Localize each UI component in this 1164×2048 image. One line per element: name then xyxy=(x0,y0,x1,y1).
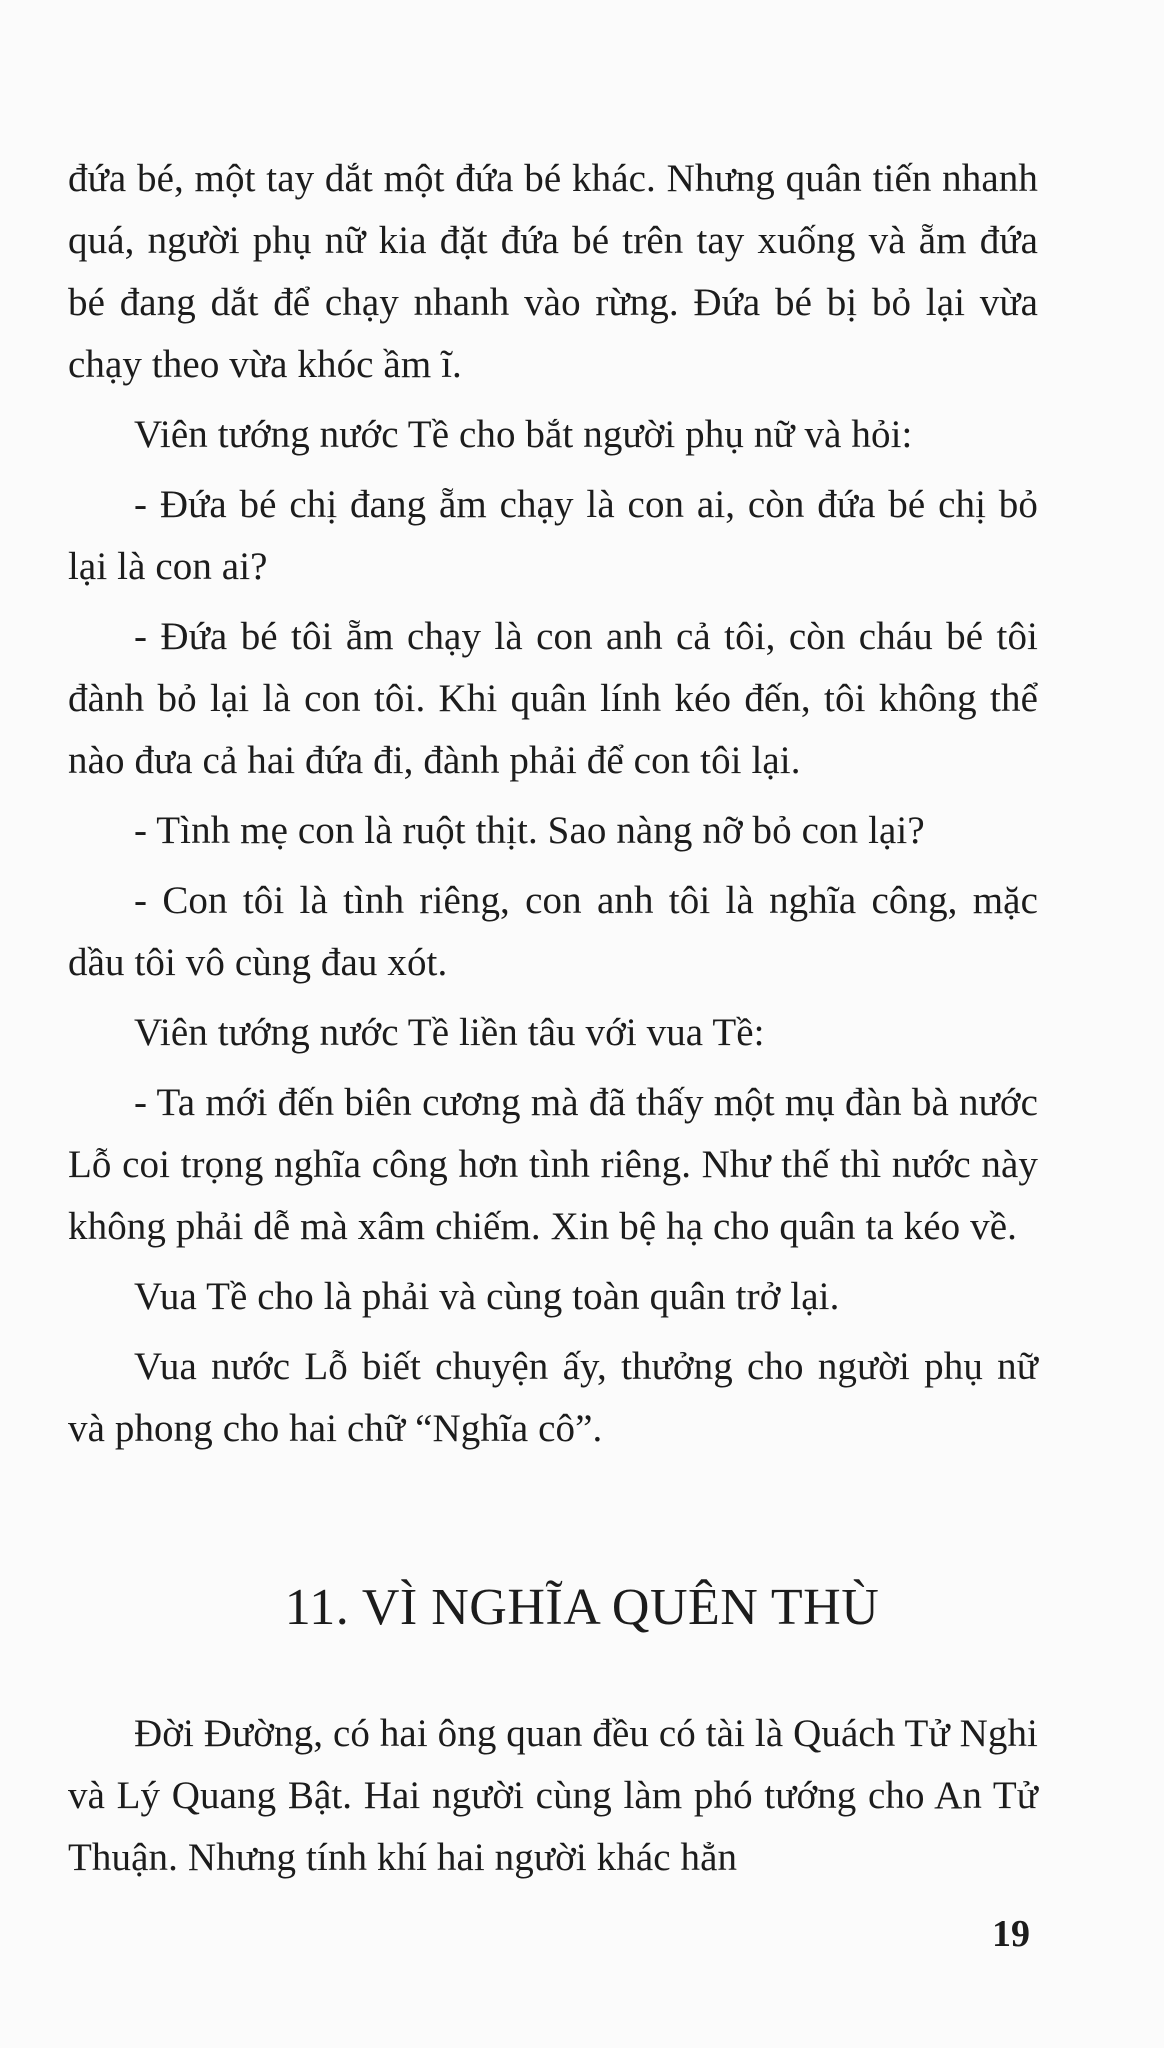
body-text-top xyxy=(68,148,1038,1468)
dialogue-paragraph: - Tình mẹ con là ruột thịt. Sao nàng nỡ bỏ con lại? xyxy=(134,809,925,852)
paragraph: Viên tướng nước Tề cho bắt người phụ nữ và hỏi: xyxy=(134,413,913,456)
dialogue-paragraph: - Con tôi là tình riêng, con anh tôi là nghĩa công, mặc dầu tôi vô cùng đau xót. xyxy=(68,879,1038,984)
section-heading: 11. VÌ NGHĨA QUÊN THÙ xyxy=(284,1579,880,1636)
dialogue-paragraph: - Đứa bé chị đang ẵm chạy là con ai, còn đứa bé chị bỏ lại là con ai? xyxy=(68,483,1038,588)
paragraph: đứa bé, một tay dắt một đứa bé khác. Nhưng quân tiến nhanh quá, người phụ nữ kia đặt đứa bé trên tay xuống và ẵm đứa bé đang dắt để chạy nhanh vào rừng. Đứa bé bị bỏ lại vừa chạy theo vừa khóc ầm ĩ. xyxy=(68,157,1038,386)
paragraph: Vua Tề cho là phải và cùng toàn quân trở lại. xyxy=(134,1275,840,1318)
dialogue-paragraph: - Đứa bé tôi ẵm chạy là con anh cả tôi, còn cháu bé tôi đành bỏ lại là con tôi. Khi quân lính kéo đến, tôi không thể nào đưa cả hai đứa đi, đành phải để con tôi lại. xyxy=(68,615,1038,782)
page-number: 19 xyxy=(992,1913,1030,1955)
dialogue-paragraph: - Ta mới đến biên cương mà đã thấy một mụ đàn bà nước Lỗ coi trọng nghĩa công hơn tình riêng. Như thế thì nước này không phải dễ mà xâm chiếm. Xin bệ hạ cho quân ta kéo về. xyxy=(68,1081,1038,1248)
paragraph: Đời Đường, có hai ông quan đều có tài là Quách Tử Nghi và Lý Quang Bật. Hai người cùng làm phó tướng cho An Tử Thuận. Nhưng tính khí hai người khác hẳn xyxy=(68,1712,1038,1879)
body-text-bottom xyxy=(68,1703,1038,1897)
paragraph: Viên tướng nước Tề liền tâu với vua Tề: xyxy=(134,1011,765,1054)
paragraph: Vua nước Lỗ biết chuyện ấy, thưởng cho người phụ nữ và phong cho hai chữ “Nghĩa cô”. xyxy=(68,1345,1038,1450)
